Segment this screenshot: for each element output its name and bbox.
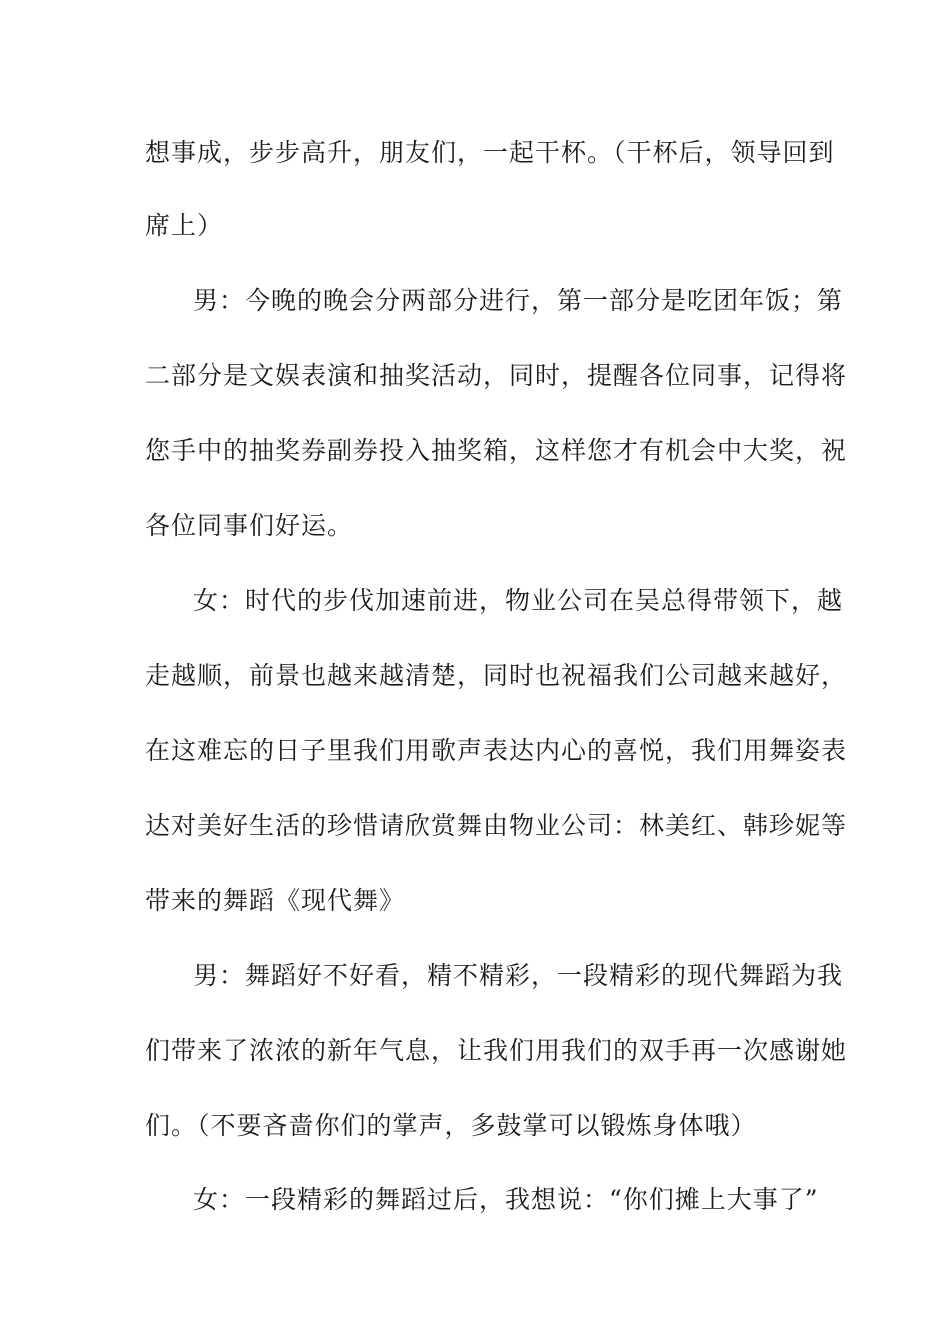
text-line: 女：一段精彩的舞蹈过后，我想说：“你们摊上大事了” <box>193 1185 819 1214</box>
text-line: 席上） <box>145 211 224 240</box>
text-line: 们带来了浓浓的新年气息，让我们用我们的双手再一次感谢她 <box>145 1036 848 1065</box>
text-line: 们。（不要吝啬你们的掌声，多鼓掌可以锻炼身体哦） <box>145 1111 757 1140</box>
text-line: 达对美好生活的珍惜请欣赏舞由物业公司：林美红、韩珍妮等 <box>145 811 848 840</box>
text-line: 男：舞蹈好不好看，精不精彩，一段精彩的现代舞蹈为我 <box>193 961 844 990</box>
text-line: 想事成，步步高升，朋友们，一起干杯。（干杯后，领导回到 <box>145 138 835 167</box>
text-line: 您手中的抽奖券副券投入抽奖箱，这样您才有机会中大奖，祝 <box>145 436 848 465</box>
text-line: 在这难忘的日子里我们用歌声表达内心的喜悦，我们用舞姿表 <box>145 736 848 765</box>
text-line: 二部分是文娱表演和抽奖活动，同时，提醒各位同事，记得将 <box>145 361 848 390</box>
text-line: 各位同事们好运。 <box>145 511 354 540</box>
text-line: 女：时代的步伐加速前进，物业公司在吴总得带领下，越 <box>193 586 844 615</box>
text-line: 男：今晚的晚会分两部分进行，第一部分是吃团年饭；第 <box>193 286 844 315</box>
text-line: 带来的舞蹈《现代舞》 <box>145 886 406 915</box>
text-line: 走越顺，前景也越来越清楚，同时也祝福我们公司越来越好， <box>145 661 848 690</box>
